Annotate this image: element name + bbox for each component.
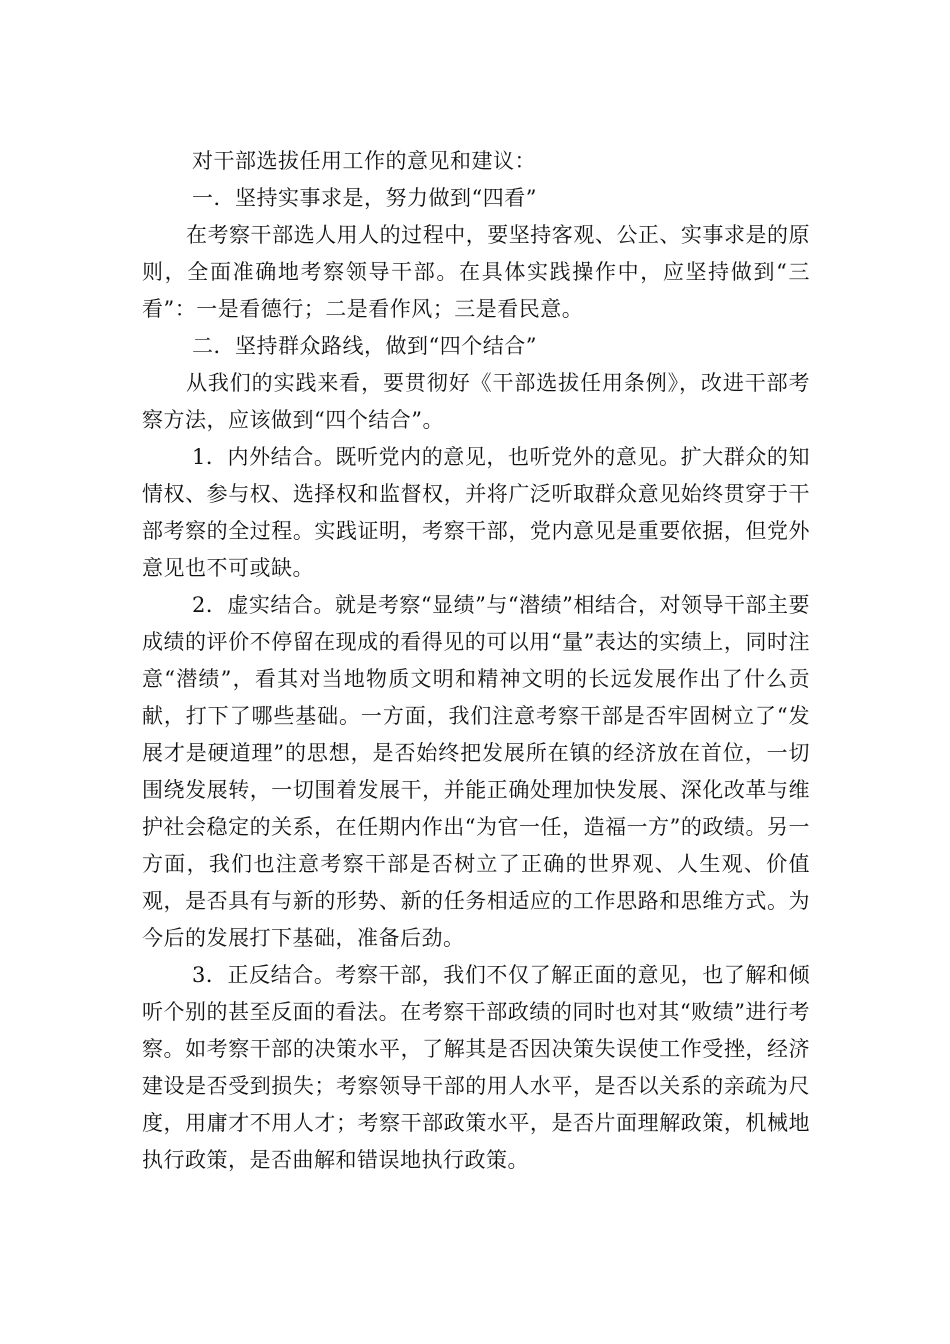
section-1-paragraph: 在考察干部选人用人的过程中，要坚持客观、公正、实事求是的原则，全面准确地考察领导干部。在具体实践操作中，应坚持做到“三看”：一是看德行；二是看作风；三是看民意。 — [142, 223, 810, 321]
section-1-heading: 一．坚持实事求是，努力做到“四看” — [192, 186, 537, 210]
section-2-heading: 二．坚持群众路线，做到“四个结合” — [192, 334, 537, 358]
document-body — [142, 143, 810, 1179]
point-3-paragraph: 3．正反结合。考察干部，我们不仅了解正面的意见，也了解和倾听个别的甚至反面的看法。在考察干部政绩的同时也对其“败绩”进行考察。如考察干部的决策水平，了解其是否因决策失误使工作受挫，经济建设是否受到损失；考察领导干部的用人水平，是否以关系的亲疏为尺度，用庸才不用人才；考察干部政策水平，是否片面理解政策，机械地执行政策，是否曲解和错误地执行政策。 — [142, 963, 810, 1172]
section-2-paragraph: 从我们的实践来看，要贯彻好《干部选拔任用条例》，改进干部考察方法，应该做到“四个结合”。 — [142, 371, 810, 432]
intro-title: 对干部选拔任用工作的意见和建议： — [192, 149, 536, 173]
point-1-paragraph: 1．内外结合。既听党内的意见，也听党外的意见。扩大群众的知情权、参与权、选择权和监督权，并将广泛听取群众意见始终贯穿于干部考察的全过程。实践证明，考察干部，党内意见是重要依据，但党外意见也不可或缺。 — [142, 445, 810, 580]
point-2-paragraph: 2．虚实结合。就是考察“显绩”与“潜绩”相结合，对领导干部主要成绩的评价不停留在现成的看得见的可以用“量”表达的实绩上，同时注意“潜绩”，看其对当地物质文明和精神文明的长远发展作出了什么贡献，打下了哪些基础。一方面，我们注意考察干部是否牢固树立了“发展才是硬道理”的思想，是否始终把发展所在镇的经济放在首位，一切围绕发展转，一切围着发展干，并能正确处理加快发展、深化改革与维护社会稳定的关系，在任期内作出“为官一任，造福一方”的政绩。另一方面，我们也注意考察干部是否树立了正确的世界观、人生观、价值观，是否具有与新的形势、新的任务相适应的工作思路和思维方式。为今后的发展打下基础，准备后劲。 — [142, 593, 810, 950]
